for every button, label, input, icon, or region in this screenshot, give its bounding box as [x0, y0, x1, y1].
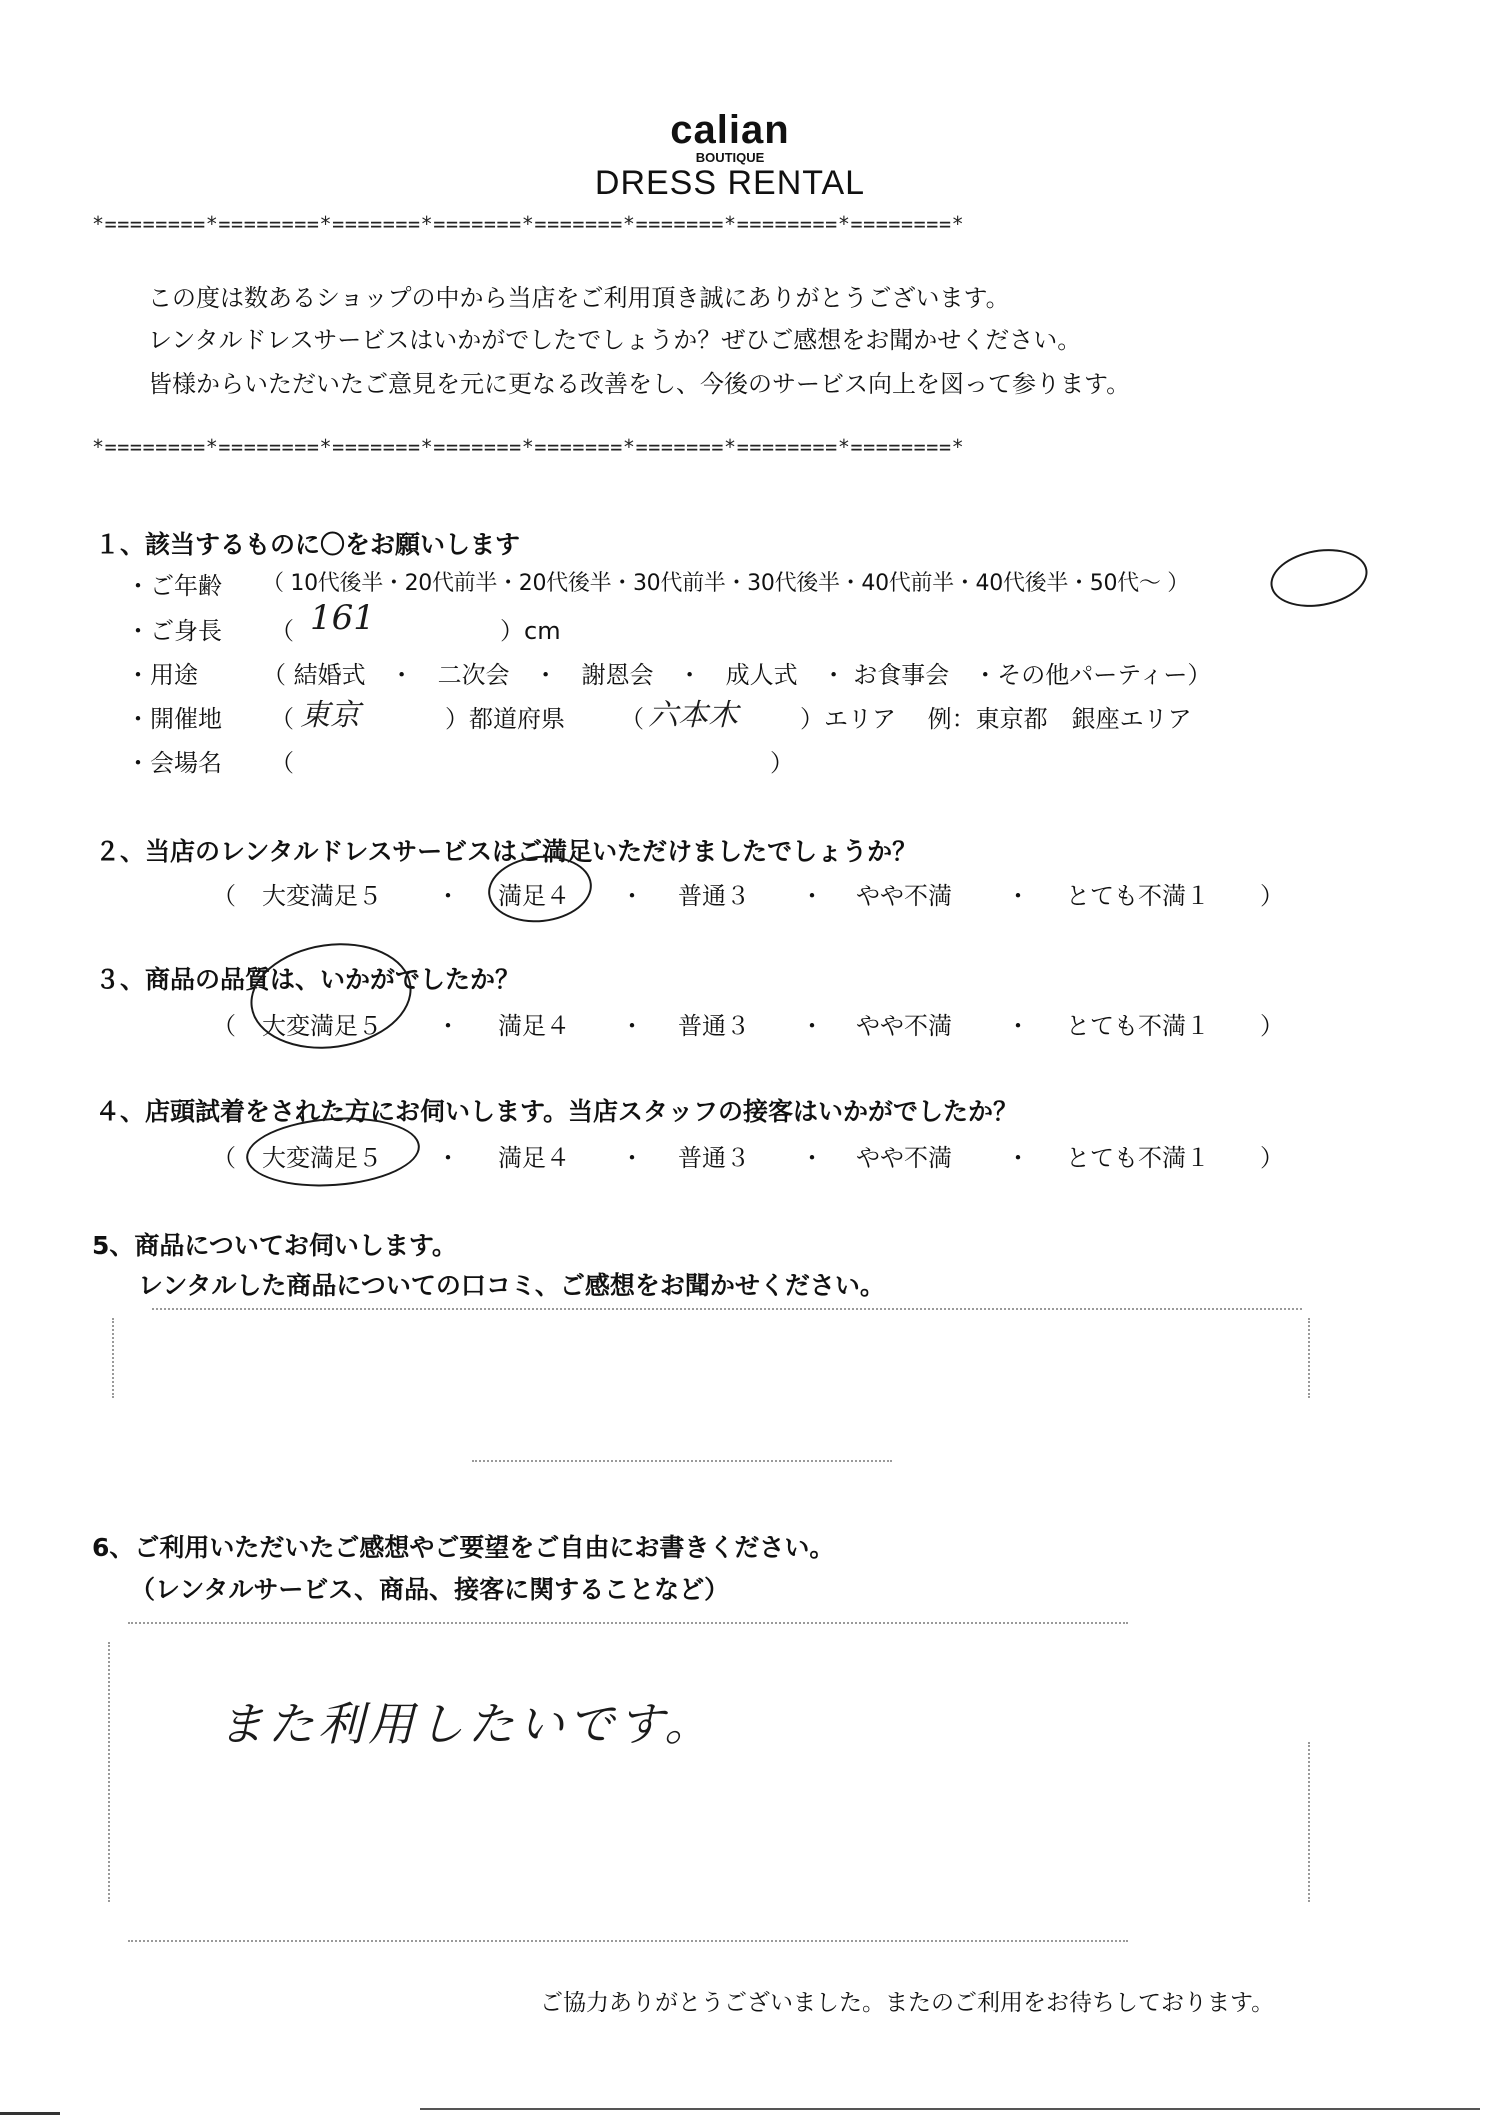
q6-answer-box[interactable]: [108, 1622, 1314, 1942]
height-label: ・ご身長: [126, 617, 222, 645]
q4-close-paren: ）: [1260, 1144, 1284, 1172]
q3-sep-2: ・: [620, 1012, 644, 1040]
q5-box-top-edge: [152, 1308, 1302, 1310]
q3-open-paren: （: [212, 1012, 236, 1040]
age-options: （ 10代後半・20代前半・20代後半・30代前半・30代後半・40代前半・40代後半・50代～ ）: [262, 571, 1189, 596]
q3-option-1: とても不満１: [1066, 1012, 1210, 1040]
q6-box-bottom-edge: [128, 1940, 1128, 1942]
q3-option-5: 大変満足５: [262, 1012, 382, 1040]
q4-option-4: 満足４: [498, 1144, 570, 1172]
footer-rule-left: [0, 2112, 60, 2115]
q2-sep-4: ・: [1006, 882, 1030, 910]
use-label: ・用途: [126, 661, 198, 689]
q3-option-4: 満足４: [498, 1012, 570, 1040]
q3-sep-3: ・: [800, 1012, 824, 1040]
q6-box-top-edge: [128, 1622, 1128, 1624]
brand-logo: calian: [670, 108, 790, 152]
q5-heading: 5、商品についてお伺いします。: [92, 1231, 457, 1260]
brand-logo-sub: BOUTIQUE: [695, 150, 765, 165]
hall-close-paren: ）: [770, 749, 794, 777]
q4-open-paren: （: [212, 1144, 236, 1172]
q2-sep-2: ・: [620, 882, 644, 910]
q4-heading: ４、店頭試着をされた方にお伺いします。当店スタッフの接客はいかがでしたか？: [95, 1097, 1019, 1126]
q5-box-left-edge: [112, 1318, 114, 1398]
separator-top: *========*========*=======*=======*=======*=======*========*========*: [92, 212, 965, 236]
q6-heading: 6、ご利用いただいたご感想やご要望をご自由にお書きください。: [92, 1533, 835, 1562]
footer-rule: [420, 2108, 1480, 2110]
hall-label: ・会場名: [126, 749, 222, 777]
q2-close-paren: ）: [1260, 882, 1284, 910]
height-unit: ）cm: [500, 617, 561, 645]
venue-area-value: 六本木: [648, 698, 738, 733]
q4-sep-3: ・: [800, 1144, 824, 1172]
venue-area-open: （: [620, 705, 644, 733]
q4-option-2: やや不満: [856, 1144, 952, 1172]
q3-close-paren: ）: [1260, 1012, 1284, 1040]
venue-pref-open: （: [270, 705, 294, 733]
height-value: 161: [310, 598, 375, 638]
q2-option-3: 普通３: [678, 882, 750, 910]
venue-pref-value: 東京: [300, 698, 360, 733]
q3-heading: ３、商品の品質は、いかがでしたか？: [95, 965, 521, 994]
q6-box-right-edge: [1308, 1742, 1310, 1902]
q4-option-1: とても不満１: [1066, 1144, 1210, 1172]
q5-subheading: レンタルした商品についての口コミ、ご感想をお聞かせください。: [138, 1271, 885, 1300]
venue-area-suffix: ）エリア 例：東京都 銀座エリア: [800, 705, 1192, 733]
q5-answer-box[interactable]: [112, 1308, 1312, 1463]
q2-option-1: とても不満１: [1066, 882, 1210, 910]
q3-sep-4: ・: [1006, 1012, 1030, 1040]
separator-bottom: *========*========*=======*=======*=======*=======*========*========*: [92, 435, 965, 459]
q2-option-5: 大変満足５: [262, 882, 382, 910]
q2-open-paren: （: [212, 882, 236, 910]
q3-option-3: 普通３: [678, 1012, 750, 1040]
q4-option-3: 普通３: [678, 1144, 750, 1172]
hall-open-paren: （: [270, 749, 294, 777]
q4-sep-1: ・: [436, 1144, 460, 1172]
footer-thanks: ご協力ありがとうございました。またのご利用をお待ちしております。: [540, 1990, 1275, 2016]
intro-line-3: 皆様からいただいたご意見を元に更なる改善をし、今後のサービス向上を図って参ります。: [148, 370, 1131, 398]
intro-line-2: レンタルドレスサービスはいかがでしたでしょうか？ぜひご感想をお聞かせください。: [148, 326, 1082, 354]
q5-box-right-edge: [1308, 1318, 1310, 1398]
age-label: ・ご年齢: [126, 572, 222, 600]
q1-heading: １、該当するものに〇をお願いします: [95, 530, 521, 559]
q2-sep-3: ・: [800, 882, 824, 910]
age-selection-circle: [1266, 542, 1372, 614]
venue-pref-suffix: ）都道府県: [445, 705, 565, 733]
q6-subheading: （レンタルサービス、商品、接客に関することなど）: [130, 1575, 730, 1604]
q2-option-2: やや不満: [856, 882, 952, 910]
q3-option-2: やや不満: [856, 1012, 952, 1040]
height-open-paren: （: [270, 617, 294, 645]
page-title: DRESS RENTAL: [594, 164, 866, 202]
q2-heading: ２、当店のレンタルドレスサービスはご満足いただけましたでしょうか？: [95, 837, 918, 866]
q6-box-left-edge: [108, 1642, 110, 1902]
q2-option-4: 満足４: [498, 882, 570, 910]
intro-line-1: この度は数あるショップの中から当店をご利用頂き誠にありがとうございます。: [148, 284, 1010, 312]
q4-option-5: 大変満足５: [262, 1144, 382, 1172]
use-options: （ 結婚式 ・ 二次会 ・ 謝恩会 ・ 成人式 ・ お食事会 ・その他パーティー）: [262, 661, 1212, 689]
q5-box-bottom-edge: [472, 1460, 892, 1462]
venue-label: ・開催地: [126, 705, 222, 733]
q2-sep-1: ・: [436, 882, 460, 910]
q4-sep-4: ・: [1006, 1144, 1030, 1172]
q4-sep-2: ・: [620, 1144, 644, 1172]
q3-sep-1: ・: [436, 1012, 460, 1040]
q6-answer-text: また利用したいです。: [218, 1697, 715, 1751]
